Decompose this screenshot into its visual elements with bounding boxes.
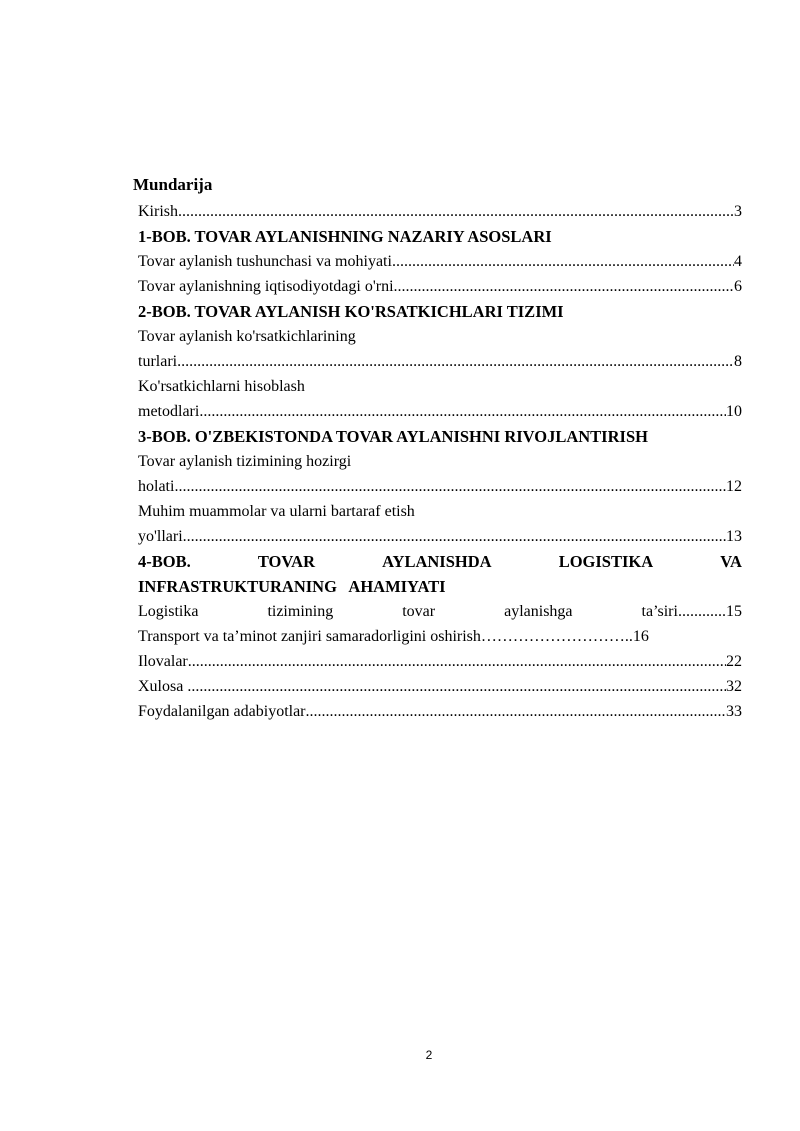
chapter-word: VA [720,552,742,571]
toc-leader-dots [199,399,726,424]
toc-entry [138,399,742,424]
toc-entry [138,524,742,549]
entry-word: Logistika [138,603,199,620]
toc-title: Mundarija [133,175,213,194]
toc-entry [138,274,742,299]
toc-chapter-1: 1-BOB. TOVAR AYLANISHNING NAZARIY ASOSLARI [138,227,552,246]
toc-entry-page: 6 [734,278,742,295]
chapter-word: LOGISTIKA [558,552,654,571]
toc-leader-dots [177,349,734,374]
toc-entry-page: 3 [734,203,742,220]
toc-chapter-2: 2-BOB. TOVAR AYLANISH KO'RSATKICHLARI TIZIMI [138,302,564,321]
entry-word: tovar [402,603,436,620]
toc-leader-dots [306,699,726,724]
toc-entry-text: Tovar aylanishning iqtisodiyotdagi o'rni [138,278,394,295]
toc-leader-dots [174,474,726,499]
toc-entry-xulosa [138,674,742,699]
entry-word: ta’siri............15 [641,603,742,620]
toc-entry-page: 10 [726,403,742,420]
toc-entry-text: Xulosa [138,678,188,695]
toc-entry-line: Tovar aylanish ko'rsatkichlarining [138,328,356,345]
toc-leader-dots [394,274,734,299]
toc-entry-text: holati [138,478,175,495]
toc-entry-text: yo'llari [138,528,183,545]
chapter-word: TOVAR [257,552,316,571]
toc-chapter-4-line1 [138,549,742,574]
toc-entry-justified [138,599,742,624]
toc-entry-text: Foydalanilgan adabiyotlar [138,703,306,720]
toc-entry-text: Ilovalar [138,653,188,670]
chapter-word: AYLANISHDA [382,552,492,571]
toc-entry-text: metodlari [138,403,200,420]
toc-entry [138,249,742,274]
toc-entry-page: 22 [726,653,742,670]
toc-leader-dots [178,199,734,224]
toc-entry [138,474,742,499]
toc-entry-page: 32 [726,678,742,695]
toc-entry-text: Kirish [138,203,178,220]
entry-word: aylanishga [504,603,573,620]
toc-entry [138,349,742,374]
toc-chapter-3: 3-BOB. O'ZBEKISTONDA TOVAR AYLANISHNI RIVOJLANTIRISH [138,427,648,446]
toc-entry-adabiyot [138,699,742,724]
toc-entry-line: Ko'rsatkichlarni hisoblash [138,378,305,395]
toc-entry-kirish [138,199,742,224]
entry-word: tizimining [267,603,334,620]
toc-entry-line: Muhim muammolar va ularni bartaraf etish [138,503,415,520]
chapter-word: 4-BOB. [138,552,191,571]
toc-chapter-4-line2 [138,574,742,599]
chapter-text: INFRASTRUKTURANING AHAMIYATI [138,577,446,596]
toc-entry-line: Tovar aylanish tizimining hozirgi [138,453,352,470]
table-of-contents [138,199,742,724]
toc-entry-text: turlari [138,353,178,370]
toc-leader-dots [188,649,726,674]
toc-entry-page: 12 [726,478,742,495]
toc-entry: Transport va ta’minot zanjiri samaradorligini oshirish………………………..16 [138,628,649,645]
toc-leader-dots [392,249,734,274]
toc-entry-page: 13 [726,528,742,545]
toc-leader-dots [187,674,726,699]
toc-leader-dots [183,524,726,549]
toc-entry-page: 4 [734,253,742,270]
toc-entry-ilovalar [138,649,742,674]
page-number: 2 [425,1048,433,1062]
toc-entry-page: 8 [734,353,742,370]
toc-entry-page: 33 [726,703,742,720]
toc-entry-text: Tovar aylanish tushunchasi va mohiyati [138,253,392,270]
